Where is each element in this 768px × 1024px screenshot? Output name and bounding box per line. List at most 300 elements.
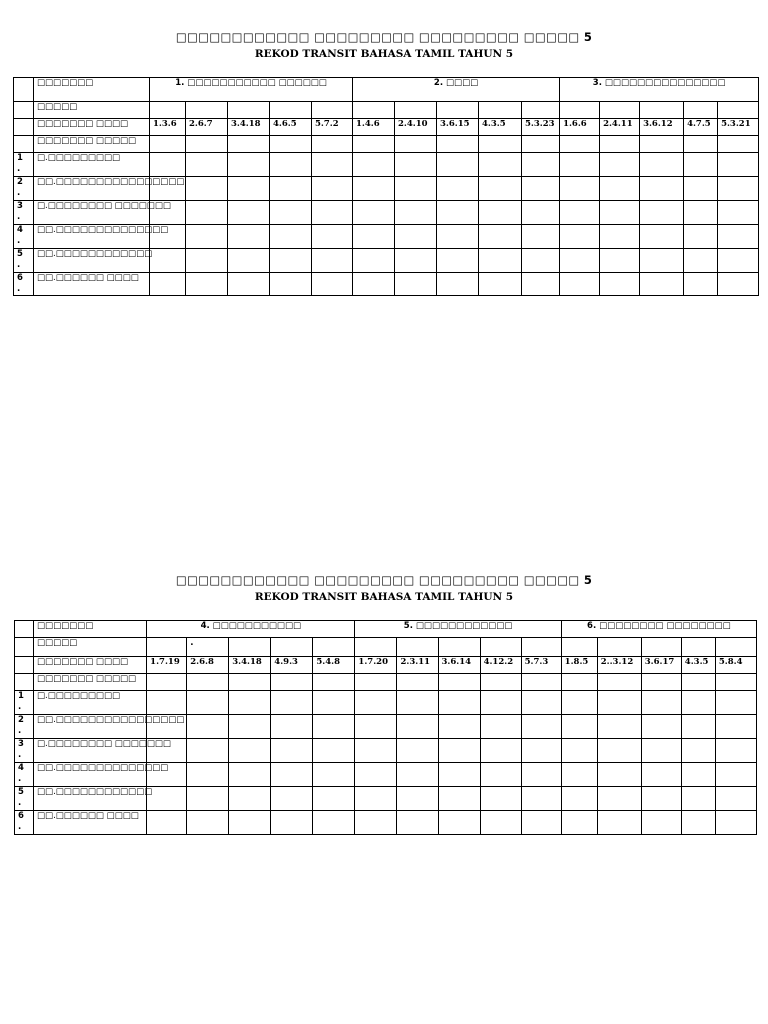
standard-code: 4.9.3 (271, 657, 313, 674)
standard-code: 1.8.5 (561, 657, 597, 674)
standard-code: 2.4.10 (395, 119, 437, 136)
theme-cell (312, 102, 353, 119)
mark-cell[interactable] (187, 691, 229, 715)
blank-cell (521, 674, 561, 691)
mark-cell[interactable] (150, 153, 186, 177)
mark-cell[interactable] (437, 201, 479, 225)
mark-cell[interactable] (718, 201, 759, 225)
mark-cell[interactable] (186, 249, 228, 273)
mark-cell[interactable] (271, 691, 313, 715)
theme-cell (228, 102, 270, 119)
mark-cell[interactable] (355, 715, 397, 739)
mark-cell[interactable] (561, 811, 597, 835)
mark-cell[interactable] (271, 715, 313, 739)
mark-cell[interactable] (228, 249, 270, 273)
mark-cell[interactable] (395, 225, 437, 249)
standard-code: 2.6.8 (187, 657, 229, 674)
mark-cell[interactable] (228, 177, 270, 201)
group-title: 5. □□□□□□□□□□□□ (355, 621, 561, 638)
mark-cell[interactable] (600, 249, 640, 273)
mark-cell[interactable] (229, 811, 271, 835)
mark-cell[interactable] (395, 177, 437, 201)
mark-cell[interactable] (312, 249, 353, 273)
mark-cell[interactable] (560, 225, 600, 249)
group-title: 6. □□□□□□□□ □□□□□□□□ (561, 621, 756, 638)
mark-cell[interactable] (355, 763, 397, 787)
blank-cell (718, 136, 759, 153)
student-name: □.□□□□□□□□□ (34, 691, 147, 715)
standard-code: 3.6.12 (640, 119, 684, 136)
header-label: □□□□□ (34, 638, 147, 657)
blank-cell (681, 674, 715, 691)
blank-cell (228, 136, 270, 153)
row-number: 3 . (15, 739, 34, 763)
mark-cell[interactable] (438, 739, 480, 763)
mark-cell[interactable] (479, 177, 522, 201)
mark-cell[interactable] (640, 201, 684, 225)
mark-cell[interactable] (187, 787, 229, 811)
mark-cell[interactable] (312, 225, 353, 249)
mark-cell[interactable] (681, 763, 715, 787)
mark-cell[interactable] (353, 201, 395, 225)
standard-code: 5.7.3 (521, 657, 561, 674)
blank-cell (187, 674, 229, 691)
row-number: 2 . (15, 715, 34, 739)
table-2-title: REKOD TRANSIT BAHASA TAMIL TAHUN 5 (254, 591, 514, 603)
mark-cell[interactable] (186, 201, 228, 225)
standard-code: 5.7.2 (312, 119, 353, 136)
corner-cell (14, 136, 34, 153)
mark-cell[interactable] (395, 249, 437, 273)
mark-cell[interactable] (313, 811, 355, 835)
mark-cell[interactable] (641, 739, 681, 763)
mark-cell[interactable] (597, 811, 641, 835)
mark-cell[interactable] (718, 177, 759, 201)
blank-cell (597, 674, 641, 691)
mark-cell[interactable] (187, 811, 229, 835)
mark-cell[interactable] (313, 691, 355, 715)
mark-cell[interactable] (715, 715, 756, 739)
mark-cell[interactable] (187, 763, 229, 787)
table-row (14, 177, 759, 201)
blank-cell (397, 674, 438, 691)
mark-cell[interactable] (684, 177, 718, 201)
group-title: 4. □□□□□□□□□□□ (147, 621, 355, 638)
mark-cell[interactable] (355, 787, 397, 811)
mark-cell[interactable] (600, 177, 640, 201)
mark-cell[interactable] (522, 153, 560, 177)
student-name: □□.□□□□□□□□□□□□□□ (34, 763, 147, 787)
blank-cell (479, 136, 522, 153)
mark-cell[interactable] (228, 153, 270, 177)
mark-cell[interactable] (718, 273, 759, 296)
mark-cell[interactable] (271, 739, 313, 763)
mark-cell[interactable] (600, 273, 640, 296)
standard-code: 2..3.12 (597, 657, 641, 674)
mark-cell[interactable] (150, 273, 186, 296)
theme-cell (480, 638, 521, 657)
mark-cell[interactable] (228, 273, 270, 296)
mark-cell[interactable] (641, 691, 681, 715)
standard-code: 4.3.5 (681, 657, 715, 674)
mark-cell[interactable] (438, 715, 480, 739)
student-name: □□.□□□□□□□□□□□□□□□□ (34, 715, 147, 739)
mark-cell[interactable] (600, 225, 640, 249)
mark-cell[interactable] (561, 787, 597, 811)
mark-cell[interactable] (229, 739, 271, 763)
theme-cell (271, 638, 313, 657)
mark-cell[interactable] (271, 763, 313, 787)
mark-cell[interactable] (186, 153, 228, 177)
mark-cell[interactable] (437, 249, 479, 273)
header-label: □□□□□□□ □□□□ (34, 119, 150, 136)
row-number: 2 . (14, 177, 34, 201)
mark-cell[interactable] (313, 787, 355, 811)
mark-cell[interactable] (560, 201, 600, 225)
mark-cell[interactable] (438, 691, 480, 715)
mark-cell[interactable] (600, 153, 640, 177)
theme-row (14, 102, 759, 119)
mark-cell[interactable] (715, 787, 756, 811)
table-row (14, 225, 759, 249)
mark-cell[interactable] (480, 811, 521, 835)
header-label: □□□□□□□ □□□□ (34, 657, 147, 674)
header-label: □□□□□□□ □□□□□ (34, 136, 150, 153)
mark-cell[interactable] (521, 787, 561, 811)
blank-cell (522, 136, 560, 153)
theme-cell (147, 638, 187, 657)
mark-cell[interactable] (271, 811, 313, 835)
blank-cell (395, 136, 437, 153)
mark-cell[interactable] (597, 787, 641, 811)
blank-cell (641, 674, 681, 691)
mark-cell[interactable] (521, 691, 561, 715)
mark-cell[interactable] (186, 225, 228, 249)
mark-cell[interactable] (684, 153, 718, 177)
table-row (15, 691, 757, 715)
corner-cell (14, 119, 34, 136)
mark-cell[interactable] (522, 249, 560, 273)
standard-code: 2.3.11 (397, 657, 438, 674)
blank-cell (186, 136, 228, 153)
mark-cell[interactable] (480, 691, 521, 715)
theme-cell (270, 102, 312, 119)
mark-cell[interactable] (353, 273, 395, 296)
mark-cell[interactable] (521, 739, 561, 763)
mark-cell[interactable] (479, 273, 522, 296)
blank-cell (313, 674, 355, 691)
row-number: 4 . (15, 763, 34, 787)
mark-cell[interactable] (640, 249, 684, 273)
row-number: 6 . (15, 811, 34, 835)
transit-record-table-2 (14, 620, 757, 835)
mark-cell[interactable] (640, 153, 684, 177)
row-number: 6 . (14, 273, 34, 296)
mark-cell[interactable] (397, 739, 438, 763)
mark-cell[interactable] (229, 763, 271, 787)
blank-cell (560, 136, 600, 153)
table-row (15, 763, 757, 787)
mark-cell[interactable] (640, 225, 684, 249)
table-2-title-tamil: □□□□□□□□□□□□ □□□□□□□□□ □□□□□□□□□ □□□□□ 5 (175, 573, 593, 587)
mark-cell[interactable] (229, 715, 271, 739)
student-name: □□.□□□□□□ □□□□ (34, 811, 147, 835)
student-name: □.□□□□□□□□ □□□□□□□ (34, 739, 147, 763)
mark-cell[interactable] (479, 153, 522, 177)
mark-cell[interactable] (312, 177, 353, 201)
mark-cell[interactable] (353, 177, 395, 201)
mark-cell[interactable] (479, 201, 522, 225)
group-header-row (15, 621, 757, 638)
theme-cell (355, 638, 397, 657)
mark-cell[interactable] (718, 153, 759, 177)
student-name: □.□□□□□□□□ □□□□□□□ (34, 201, 150, 225)
theme-cell: . (187, 638, 229, 657)
mark-cell[interactable] (312, 201, 353, 225)
group-title: 1. □□□□□□□□□□□ □□□□□□ (150, 78, 353, 102)
mark-cell[interactable] (270, 177, 312, 201)
header-label: □□□□□□□ □□□□□ (34, 674, 147, 691)
mark-cell[interactable] (480, 787, 521, 811)
mark-cell[interactable] (270, 249, 312, 273)
standard-code: 3.6.17 (641, 657, 681, 674)
mark-cell[interactable] (641, 811, 681, 835)
student-name: □□.□□□□□□ □□□□ (34, 273, 150, 296)
table-row (14, 249, 759, 273)
mark-cell[interactable] (353, 225, 395, 249)
standard-code: 3.6.15 (437, 119, 479, 136)
mark-cell[interactable] (355, 739, 397, 763)
mark-cell[interactable] (600, 201, 640, 225)
mark-cell[interactable] (681, 811, 715, 835)
blank-cell (147, 674, 187, 691)
standard-code-row (14, 119, 759, 136)
mark-cell[interactable] (312, 153, 353, 177)
group-header-row (14, 78, 759, 102)
mark-cell[interactable] (313, 715, 355, 739)
mark-cell[interactable] (228, 225, 270, 249)
header-label: □□□□□ (34, 102, 150, 119)
mark-cell[interactable] (186, 177, 228, 201)
mark-cell[interactable] (355, 691, 397, 715)
mark-cell[interactable] (229, 787, 271, 811)
theme-cell (640, 102, 684, 119)
mark-cell[interactable] (437, 177, 479, 201)
table-row (14, 273, 759, 296)
mark-cell[interactable] (229, 691, 271, 715)
mark-cell[interactable] (715, 691, 756, 715)
corner-cell (15, 657, 34, 674)
theme-cell (229, 638, 271, 657)
standard-code: 5.8.4 (715, 657, 756, 674)
corner-cell (15, 638, 34, 657)
table-row (15, 811, 757, 835)
mark-cell[interactable] (681, 787, 715, 811)
row-number: 1 . (14, 153, 34, 177)
mark-cell[interactable] (715, 739, 756, 763)
mark-cell[interactable] (150, 249, 186, 273)
mark-cell[interactable] (270, 225, 312, 249)
mark-cell[interactable] (271, 787, 313, 811)
standard-code: 4.6.5 (270, 119, 312, 136)
mark-cell[interactable] (397, 691, 438, 715)
mark-cell[interactable] (641, 715, 681, 739)
blank-cell (355, 674, 397, 691)
standard-code: 2.4.11 (600, 119, 640, 136)
group-title: 3. □□□□□□□□□□□□□□□ (560, 78, 759, 102)
theme-cell (186, 102, 228, 119)
standard-code: 2.6.7 (186, 119, 228, 136)
standard-code: 3.6.14 (438, 657, 480, 674)
mark-cell[interactable] (640, 273, 684, 296)
mark-cell[interactable] (715, 763, 756, 787)
mark-cell[interactable] (437, 153, 479, 177)
mark-cell[interactable] (313, 739, 355, 763)
standard-code: 1.3.6 (150, 119, 186, 136)
mark-cell[interactable] (522, 225, 560, 249)
mark-cell[interactable] (147, 787, 187, 811)
mark-cell[interactable] (147, 691, 187, 715)
mark-cell[interactable] (640, 177, 684, 201)
table-1-title-tamil: □□□□□□□□□□□□ □□□□□□□□□ □□□□□□□□□ □□□□□ 5 (175, 30, 593, 44)
blank-cell (438, 674, 480, 691)
mark-cell[interactable] (597, 763, 641, 787)
mark-cell[interactable] (437, 273, 479, 296)
standard-code: 1.7.19 (147, 657, 187, 674)
mark-cell[interactable] (560, 273, 600, 296)
standard-code: 1.7.20 (355, 657, 397, 674)
blank-cell (600, 136, 640, 153)
blank-cell (684, 136, 718, 153)
mark-cell[interactable] (270, 153, 312, 177)
blank-cell (480, 674, 521, 691)
mark-cell[interactable] (353, 153, 395, 177)
mark-cell[interactable] (597, 691, 641, 715)
row-number: 3 . (14, 201, 34, 225)
mark-cell[interactable] (684, 225, 718, 249)
row-number: 4 . (14, 225, 34, 249)
student-name: □□.□□□□□□□□□□□□ (34, 787, 147, 811)
mark-cell[interactable] (521, 763, 561, 787)
table-row (15, 739, 757, 763)
mark-cell[interactable] (438, 811, 480, 835)
mark-cell[interactable] (353, 249, 395, 273)
mark-cell[interactable] (522, 273, 560, 296)
mark-cell[interactable] (437, 225, 479, 249)
mark-cell[interactable] (270, 201, 312, 225)
standard-code-row (15, 657, 757, 674)
standard-code: 4.12.2 (480, 657, 521, 674)
header-label: □□□□□□□ (34, 621, 147, 638)
mark-cell[interactable] (522, 177, 560, 201)
standard-code: 1.6.6 (560, 119, 600, 136)
mark-cell[interactable] (681, 691, 715, 715)
mark-cell[interactable] (397, 763, 438, 787)
standard-code: 5.3.21 (718, 119, 759, 136)
blank-cell (270, 136, 312, 153)
mark-cell[interactable] (597, 715, 641, 739)
theme-cell (641, 638, 681, 657)
theme-cell (521, 638, 561, 657)
mark-cell[interactable] (561, 691, 597, 715)
row-number: 5 . (14, 249, 34, 273)
mark-cell[interactable] (397, 811, 438, 835)
mark-cell[interactable] (480, 763, 521, 787)
mark-cell[interactable] (681, 715, 715, 739)
student-header-row (15, 674, 757, 691)
theme-cell (715, 638, 756, 657)
mark-cell[interactable] (395, 153, 437, 177)
theme-cell (718, 102, 759, 119)
theme-cell (397, 638, 438, 657)
mark-cell[interactable] (560, 153, 600, 177)
mark-cell[interactable] (480, 715, 521, 739)
mark-cell[interactable] (312, 273, 353, 296)
student-header-row (14, 136, 759, 153)
mark-cell[interactable] (718, 225, 759, 249)
mark-cell[interactable] (187, 739, 229, 763)
mark-cell[interactable] (270, 273, 312, 296)
standard-code: 5.3.23 (522, 119, 560, 136)
mark-cell[interactable] (480, 739, 521, 763)
group-title: 2. □□□□ (353, 78, 560, 102)
mark-cell[interactable] (560, 177, 600, 201)
theme-cell (437, 102, 479, 119)
mark-cell[interactable] (395, 273, 437, 296)
mark-cell[interactable] (561, 715, 597, 739)
theme-row (15, 638, 757, 657)
blank-cell (271, 674, 313, 691)
row-number: 5 . (15, 787, 34, 811)
mark-cell[interactable] (597, 739, 641, 763)
mark-cell[interactable] (438, 787, 480, 811)
mark-cell[interactable] (560, 249, 600, 273)
mark-cell[interactable] (147, 811, 187, 835)
mark-cell[interactable] (187, 715, 229, 739)
mark-cell[interactable] (718, 249, 759, 273)
theme-cell (522, 102, 560, 119)
blank-cell (561, 674, 597, 691)
mark-cell[interactable] (479, 225, 522, 249)
row-number: 1 . (15, 691, 34, 715)
mark-cell[interactable] (395, 201, 437, 225)
mark-cell[interactable] (397, 715, 438, 739)
mark-cell[interactable] (313, 763, 355, 787)
mark-cell[interactable] (522, 201, 560, 225)
mark-cell[interactable] (684, 249, 718, 273)
mark-cell[interactable] (521, 811, 561, 835)
corner-cell (14, 78, 34, 102)
mark-cell[interactable] (681, 739, 715, 763)
mark-cell[interactable] (355, 811, 397, 835)
mark-cell[interactable] (641, 787, 681, 811)
mark-cell[interactable] (561, 739, 597, 763)
mark-cell[interactable] (397, 787, 438, 811)
mark-cell[interactable] (228, 201, 270, 225)
mark-cell[interactable] (641, 763, 681, 787)
mark-cell[interactable] (521, 715, 561, 739)
mark-cell[interactable] (684, 201, 718, 225)
mark-cell[interactable] (479, 249, 522, 273)
mark-cell[interactable] (715, 811, 756, 835)
mark-cell[interactable] (438, 763, 480, 787)
mark-cell[interactable] (561, 763, 597, 787)
theme-cell (313, 638, 355, 657)
theme-cell (353, 102, 395, 119)
mark-cell[interactable] (684, 273, 718, 296)
mark-cell[interactable] (186, 273, 228, 296)
standard-code: 4.3.5 (479, 119, 522, 136)
